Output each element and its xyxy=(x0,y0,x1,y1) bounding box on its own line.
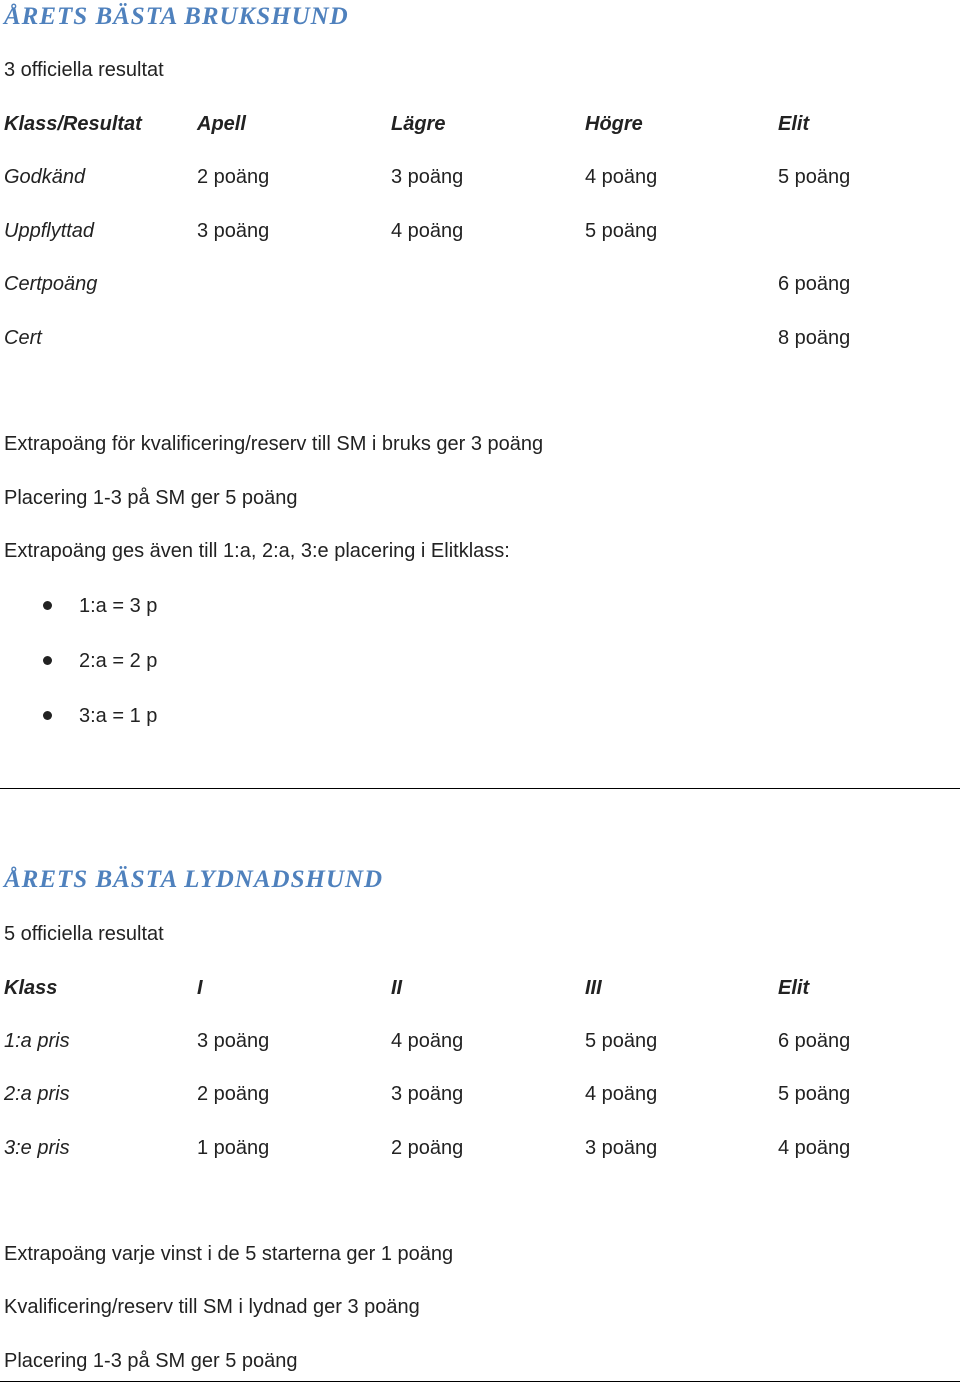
row-label: 2:a pris xyxy=(4,1083,70,1105)
table-cell: 4 poäng xyxy=(391,1030,464,1052)
table-cell: 2 poäng xyxy=(197,166,270,188)
table-header-cell: Högre xyxy=(585,113,643,135)
table-cell: 5 poäng xyxy=(585,220,658,242)
table-cell: 4 poäng xyxy=(778,1137,851,1159)
list-item: 2:a = 2 p xyxy=(79,650,158,672)
table-header-row xyxy=(0,110,960,138)
table-cell: 2 poäng xyxy=(197,1083,270,1105)
table-cell: 8 poäng xyxy=(778,327,851,349)
section-subtitle-lydnadshund: 5 officiella resultat xyxy=(4,923,164,945)
note-line: Kvalificering/reserv till SM i lydnad ger 3 poäng xyxy=(4,1296,420,1318)
table-header-cell: III xyxy=(585,977,602,999)
table-header-cell: Elit xyxy=(778,977,810,999)
row-label: Cert xyxy=(4,327,42,349)
row-label: Certpoäng xyxy=(4,273,98,295)
table-cell: 6 poäng xyxy=(778,1030,851,1052)
table-cell: 3 poäng xyxy=(197,220,270,242)
table-cell: 5 poäng xyxy=(778,1083,851,1105)
table-row xyxy=(0,1027,960,1055)
table-cell: 3 poäng xyxy=(585,1137,658,1159)
list-item: 3:a = 1 p xyxy=(79,705,158,727)
bullet-icon xyxy=(43,656,52,665)
note-line: Placering 1-3 på SM ger 5 poäng xyxy=(4,1350,298,1372)
table-cell: 4 poäng xyxy=(585,166,658,188)
table-header-cell: I xyxy=(197,977,203,999)
table-cell: 4 poäng xyxy=(391,220,464,242)
table-row xyxy=(0,324,960,352)
table-cell: 3 poäng xyxy=(391,166,464,188)
section-title-lydnadshund: ÅRETS BÄSTA LYDNADSHUND xyxy=(4,866,384,893)
table-cell: 6 poäng xyxy=(778,273,851,295)
note-line: Extrapoäng varje vinst i de 5 starterna ger 1 poäng xyxy=(4,1243,454,1265)
bullet-icon xyxy=(43,711,52,720)
table-cell: 4 poäng xyxy=(585,1083,658,1105)
note-line: Placering 1-3 på SM ger 5 poäng xyxy=(4,487,298,509)
table-header-cell: Elit xyxy=(778,113,810,135)
note-line: Extrapoäng ges även till 1:a, 2:a, 3:e placering i Elitklass: xyxy=(4,540,510,562)
table-row xyxy=(0,270,960,298)
table-header-cell: Klass xyxy=(4,977,58,999)
table-cell: 3 poäng xyxy=(391,1083,464,1105)
table-header-cell: II xyxy=(391,977,403,999)
section-divider xyxy=(0,788,960,789)
section-title-brukshund: ÅRETS BÄSTA BRUKSHUND xyxy=(4,3,349,30)
row-label: 1:a pris xyxy=(4,1030,70,1052)
table-row xyxy=(0,163,960,191)
table-row xyxy=(0,1080,960,1108)
table-header-cell: Apell xyxy=(197,113,246,135)
table-header-cell: Lägre xyxy=(391,113,446,135)
table-row xyxy=(0,217,960,245)
table-cell: 5 poäng xyxy=(585,1030,658,1052)
row-label: 3:e pris xyxy=(4,1137,70,1159)
table-cell: 3 poäng xyxy=(197,1030,270,1052)
row-label: Godkänd xyxy=(4,166,86,188)
note-line: Extrapoäng för kvalificering/reserv till SM i bruks ger 3 poäng xyxy=(4,433,544,455)
page-bottom-divider xyxy=(0,1381,960,1382)
table-header-row xyxy=(0,974,960,1002)
table-row xyxy=(0,1134,960,1162)
table-header-cell: Klass/Resultat xyxy=(4,113,142,135)
row-label: Uppflyttad xyxy=(4,220,95,242)
list-item: 1:a = 3 p xyxy=(79,595,158,617)
table-cell: 1 poäng xyxy=(197,1137,270,1159)
table-cell: 2 poäng xyxy=(391,1137,464,1159)
bullet-icon xyxy=(43,601,52,610)
table-cell: 5 poäng xyxy=(778,166,851,188)
section-subtitle-brukshund: 3 officiella resultat xyxy=(4,59,164,81)
